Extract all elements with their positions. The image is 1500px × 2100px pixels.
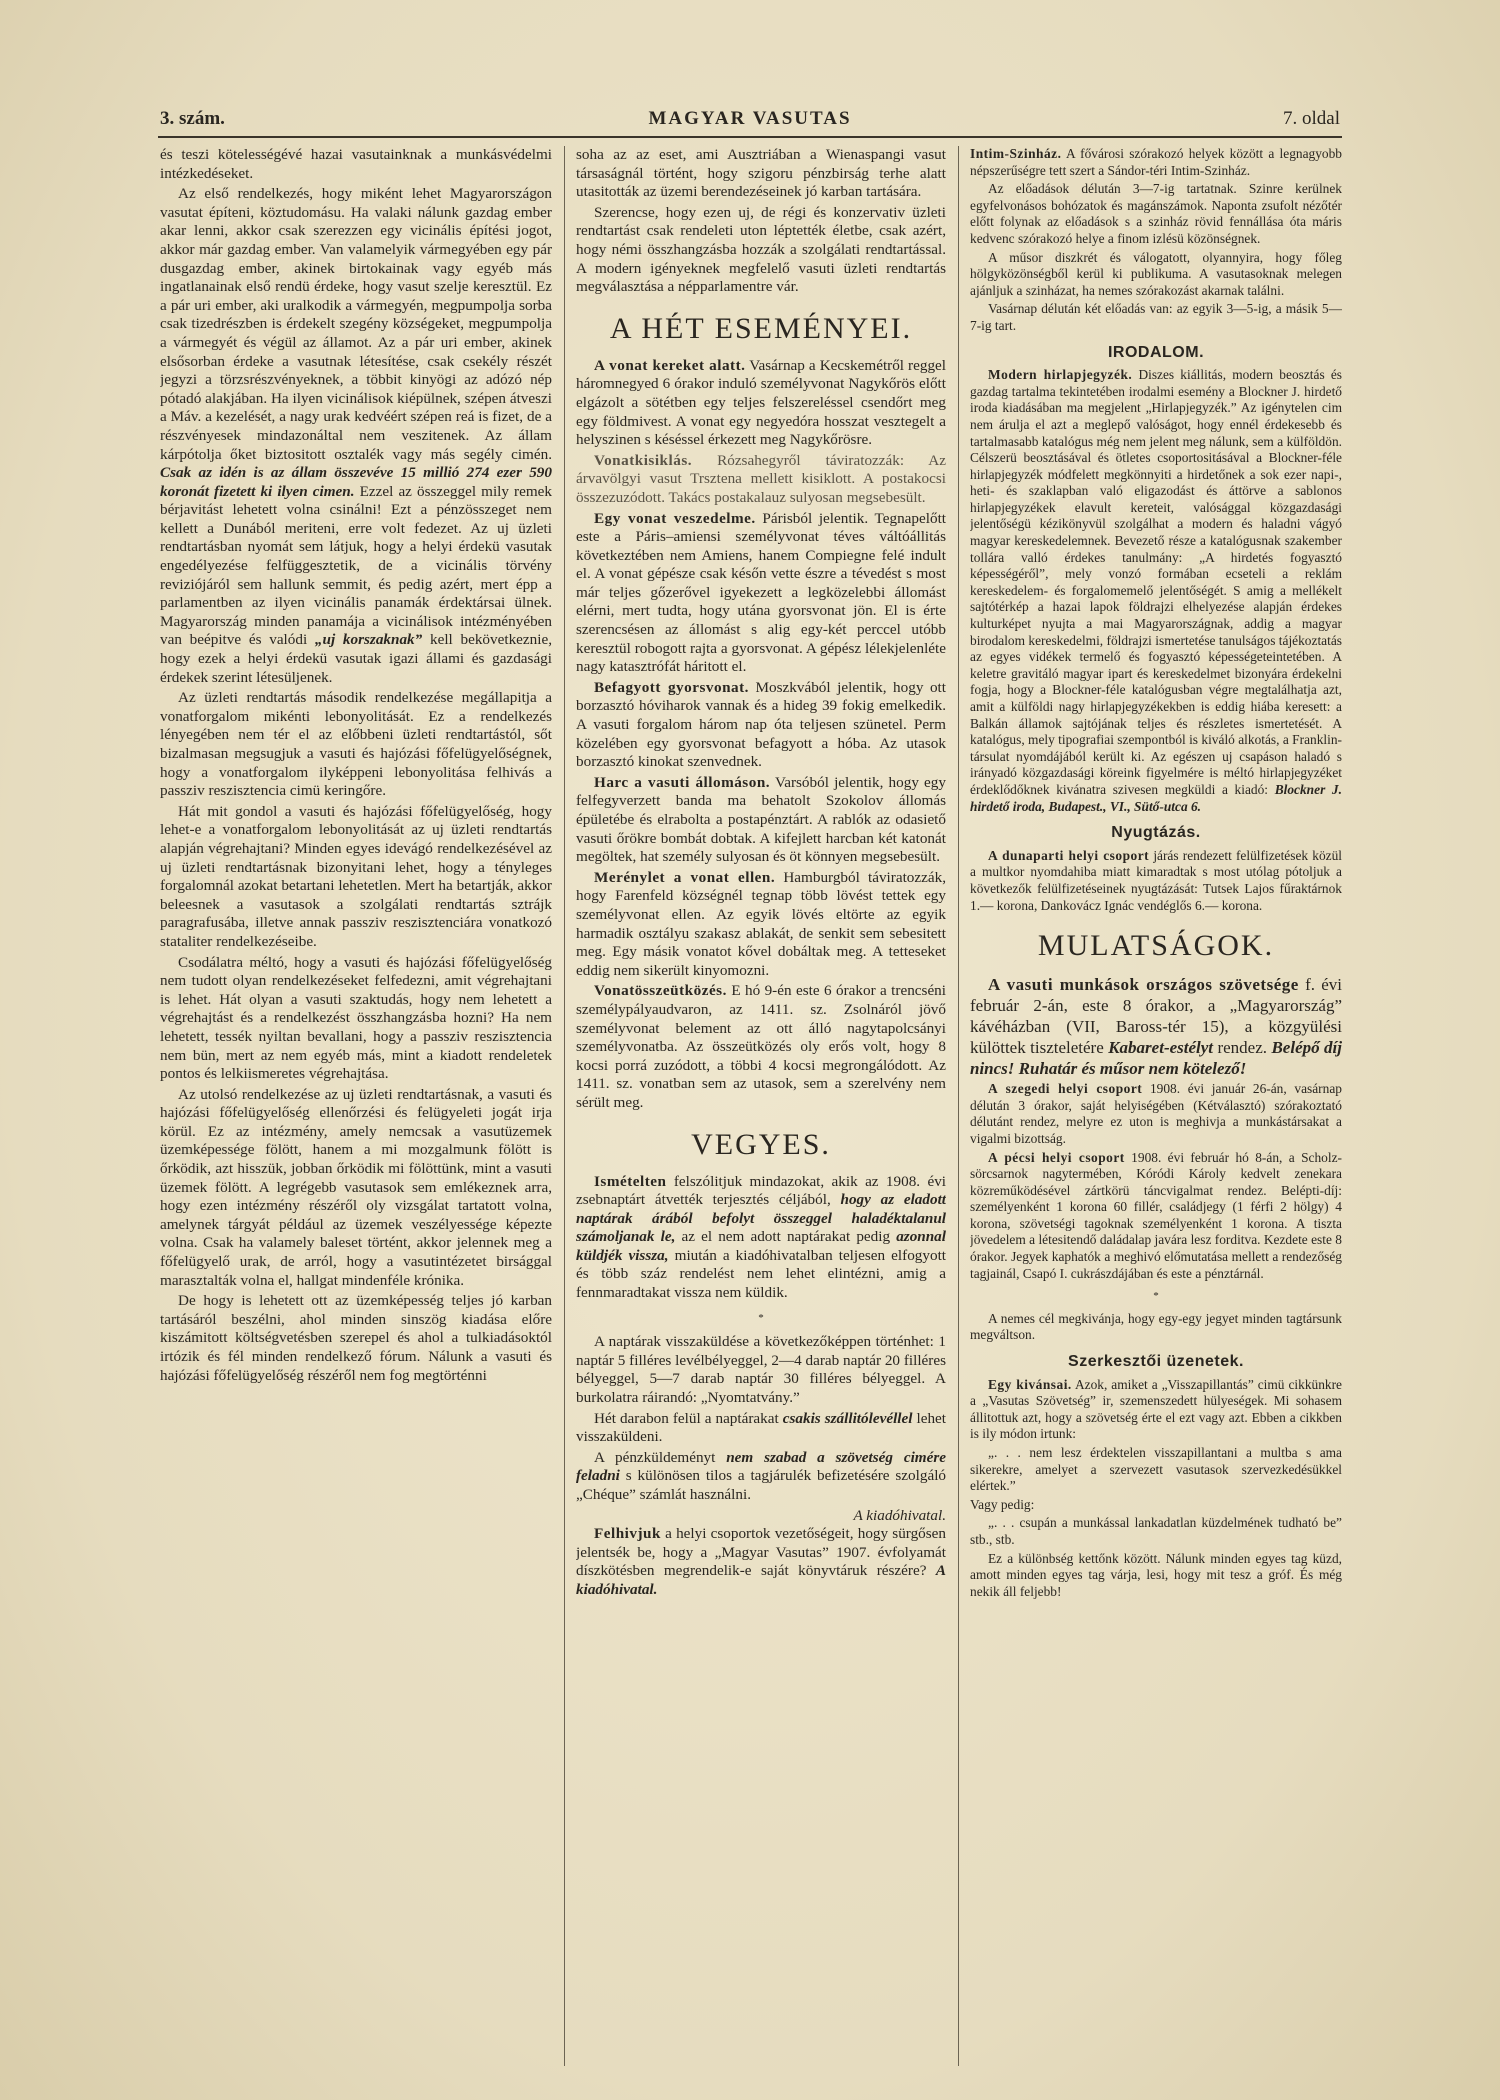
news-text: Moszkvából jelentik, hogy ott borzasztó hóviharok vannak és a hideg 39 fokig emelkedik. A vasuti forgalom három nap óta teljesen szünetel. Perm közelében egy gyorsvonat befagyott a hóba. Az utasok borzasztó kinokat szenvednek.: [576, 678, 946, 771]
paragraph-text: rendez.: [1217, 1038, 1268, 1058]
paragraph: Az üzleti rendtartás második rendelkezése megállapitja a vonatforgalom mikénti lebonyolitását. Ez a rendelkezés lényegében nem tér el az előbbeni üzleti rendtartástól, sőt bizalmasan megsugjuk a vasuti és hajózási főfelügyelőségnek, hogy a vonatforgalom ilyképpeni lebonyolitása felhivás a passziv reszisztencia cimü keringőre.: [160, 689, 552, 800]
news-text: Hamburgból táviratozzák, hogy Farenfeld községnél tegnap több lövést tettek egy személyvonat ellen. Az egyik lövés eltörte az egyik harmadik osztályu szakasz ablakát, de senkit sem sebesitett meg. Egy másik vonatot kővel dobáltak meg. A tetteseket eddig nem sikerült kinyomozni.: [576, 868, 946, 979]
paragraph: [970, 1377, 1342, 1443]
news-lead: A vonat kereket alatt.: [594, 356, 746, 374]
newspaper-title: MAGYAR VASUTAS: [648, 108, 852, 129]
paragraph-text: f. évi február 2-án, este 8 órakor, a „Magyarország” kávéházban (VII, Baross-tér 15), a közgyülési külöttek tiszteletére: [970, 975, 1342, 1058]
quote: „. . . nem lesz érdektelen visszapillantani a multba s ama sikerekre, amelyet a szervezett vasutasok szervezkedésükkel elértek.”: [970, 1445, 1342, 1494]
column-1: [160, 146, 552, 2066]
paragraph-lead: Modern hirlapjegyzék.: [988, 367, 1133, 383]
paragraph: A nemes cél megkivánja, hogy egy-egy jegyet minden tagtársunk megváltson.: [970, 1310, 1342, 1343]
news-lead: Egy vonat veszedelme.: [594, 509, 756, 527]
separator-star: *: [1153, 1290, 1159, 1303]
news-text: E hó 9-én este 6 órakor a trencséni személypályaudvaron, az 1411. sz. Zsolnáról jövő személyvonat belement az ott álló nagytapolcsányi személyvonatba. Az összeütközés oly erős volt, hogy 8 kocsi porrá zuzódott, a többi 4 kocsi megrongálódott. Az 1411. sz. vonatban sem az utasok, sem a szerelvény nem sérült meg.: [576, 982, 946, 1111]
signature: A kiadóhivatal.: [853, 1506, 946, 1524]
notice-text: a helyi csoportok vezetőségeit, hogy sürgősen jelentsék be, hogy a „Magyar Vasutas” 1907. évfolyamát díszkötésben megrendelik-e saját könyvtáruk részére?: [576, 1525, 946, 1580]
notice-text: A pénzküldeményt: [594, 1448, 716, 1466]
signature: A kiadóhivatal.: [576, 1562, 946, 1598]
emphasis-text: Kabaret-estélyt: [1108, 1038, 1214, 1058]
paragraph: A műsor diszkrét és válogatott, olyannyira, hogy főleg hölgyközönségből kerül ki publikuma. A vasutasoknak melegen ajánljuk a szinházat, ha nemes szórakozást akarnak találni.: [970, 249, 1342, 298]
paragraph: és teszi kötelességévé hazai vasutainknak a munkásvédelmi intézkedéseket.: [160, 146, 552, 182]
paragraph: [970, 1081, 1342, 1147]
header-rule: [158, 136, 1342, 138]
news-text: Rózsahegyről táviratozzák: Az árvavölgyi vasut Trsztena mellett kisiklott. A postakocsi összezuzódott. Takács postakalauz sulyosan megsebesült.: [576, 451, 946, 506]
issue-number: 3. szám.: [160, 108, 225, 129]
paragraph: [970, 848, 1342, 914]
emphasis-text: Belépő díj nincs! Ruhatár és műsor nem kötelező!: [970, 1038, 1342, 1079]
notice-lead: Felhivjuk: [594, 1525, 661, 1543]
paragraph: Hát mit gondol a vasuti és hajózási főfelügyelőség, hogy lehet-e a vonatforgalom lebonyolitását az uj üzleti rendtartás alapján végrehajtani? Minden egyes idevágó rendelkezésével az uj üzleti rendtartásnak bizonyitani lehet, hogy a tényleges forgalomnál azokat betartani lehetetlen. Mert ha betartják, akkor beleesnek a vasutasok a szolgálati rendtartás sztrájk paragrafusába, illetve annak passziv reszisztenciára vonatkozó stataliter rendelkezéseibe.: [160, 802, 552, 950]
paragraph-text: 1908. évi február hó 8-án, a Scholz-sörcsarnok nagytermében, Kóródi Károly kedvelt zenekara közreműködésével zártkörü táncvigalmat rendez. Belépti-díj: személyenként 1 korona 60 fillér, családjegy (1 férfi 2 hölgy) 4 korona, szövetségi tagoknak személyenként 1 korona. A tiszta jövedelem a létesitendő daládalap javára lesz forditva. Kezdete este 8 órakor. Jegyek kaphatók a meghivó előmutatása mellett a rendezőség tagjainál, Csapó I. cukrászdájában és este a pénztárnál.: [970, 1149, 1342, 1281]
news-lead: Vonatösszeütközés.: [594, 982, 727, 1000]
paragraph: Szerencse, hogy ezen uj, de régi és konzervativ üzleti rendtartást csak rendeleti uton léptették életbe, csak azért, hogy némi összhangzásba hozzák a szolgálati rendtartással. A modern igényeknek megfelelő vasuti üzleti rendtartás megválasztása a népparlamentre vár.: [576, 203, 946, 296]
news-item: [576, 679, 946, 772]
paragraph-text: kell bekövetkeznie, hogy ezek a helyi érdekü vasutak igazi állami és gazdasági érdekek szerint létesüljenek.: [160, 631, 552, 686]
paragraph-lead: A vasuti munkások országos szövetsége: [988, 975, 1299, 995]
emphasis-text: hogy az eladott naptárak árából befolyt összeggel haladéktalanul számoljanak le,: [576, 1191, 946, 1246]
notice: [576, 1410, 946, 1447]
paragraph: [970, 974, 1342, 1079]
column-divider: [958, 146, 959, 2066]
news-item: [576, 774, 946, 867]
notice-text: az el nem adott naptárakat pedig: [681, 1228, 891, 1246]
quote: „. . . csupán a munkással lankadatlan küzdelmének tudható be” stb., stb.: [970, 1515, 1342, 1547]
notice-text: lehet visszaküldeni.: [576, 1409, 946, 1446]
notice: [576, 1525, 946, 1599]
paragraph: De hogy is lehetett ott az üzemképesség teljes jó karban tartásáról beszélni, ahol minden sinszög kiadása előre kiszámitott költségvetésben szerepel és ahol a tulkiadásoktól irtózik és fél minden rendelkező fórum. Nálunk a vasuti és hajózási főfelügyelőség részéről nem fog megtörténni: [160, 1292, 552, 1384]
paragraph: Az utolsó rendelkezése az uj üzleti rendtartásnak, a vasuti és hajózási főfelügyelőség ellenőrzési és felügyeleti jogát irja körül. Ez az intézmény, amely nemcsak a vasutüzemek üzemképessége fölött, hanem a mi mozgalmunk fölött is őrködik, azt hisszük, jobban őrködik mi fölöttünk, mint a vasuti üzemek fölött. A legrégebb vasutasok sem emlékeznek arra, hogy ezen intézmény részéről oly vizsgálat tartatott volna, amelynek tárgyát például az üzemek veszélyessége képezte volna. Csak ha valamely baleset történt, akkor jelennek meg a főfelügyelő urak, de arról, hogy a vasutintézetet birsággal marasztalták volna el, hallgat mindenféle krónika.: [160, 1085, 552, 1289]
paragraph-text: 1908. évi január 26-án, vasárnap délután 3 órakor, saját helyiségében (Kétválasztó) szórakoztató délutánt rendez, melyre ez uton is meghivja a munkástársakat a vigalmi bizottság.: [970, 1081, 1342, 1146]
paragraph-text: járás rendezett felülfizetések közül a multkor nyomdahiba miatt kimaradtak s most utólag pótoljuk a következők felülfizetéseinek nyugtázását: Tutsek Lajos fűraktárnok 1.— korona, Dankovácz Ignác vendéglős 6.— korona.: [970, 847, 1342, 913]
news-text: Párisból jelentik. Tegnapelőtt este a Páris–amiensi személyvonat téves váltóállitás következtében nem Amiens, hanem Compiegne felé indult el. A vonat gépésze csak későn vette észre a tévedést s most már teljes gőzerővel igyekezett a legközelebbi állomást elérni, mert tudta, hogy utána gyorsvonat jön. El is érte szerencsésen az állomást s alig egy-két perccel utóbb keresztül robogott rajta a gyorsvonat. A gépész lélekjelenléte nagy katasztrófát háritott el.: [576, 509, 946, 676]
paragraph: Ez a különbség kettőnk között. Nálunk minden egyes tag küzd, amott minden egyes tag várja, lesi, hogy mit tesz a gróf. És még nekik áll feljebb!: [970, 1550, 1342, 1599]
section-title-receipts: Nyugtázás.: [1111, 824, 1201, 842]
news-lead: Befagyott gyorsvonat.: [594, 678, 749, 696]
separator-star: *: [758, 1311, 764, 1324]
notice: A naptárak visszaküldése a következőképpen történhet: 1 naptár 5 filléres levélbélyeggel, 2—4 darab naptár 20 filléres bélyeggel, 5—7 darab naptár 30 filléres bélyeggel. A burkolatra ráirandó: „Nyomtatvány.”: [576, 1333, 946, 1407]
section-title-festivities: MULATSÁGOK.: [1037, 929, 1275, 963]
paragraph-lead: Egy kivánsai.: [988, 1376, 1072, 1392]
section-title-misc: VEGYES.: [691, 1127, 831, 1161]
emphasis-text: Blockner J. hirdető iroda, Budapest., VI., Sütő-utca 6.: [970, 781, 1342, 814]
news-text: Varsóból jelentik, hogy egy felfegyverzett banda ma behatolt Szokolov állomás épületébe és elrabolta a postapénztárt. A rablók az odasiető vasuti őrökre bombát dobtak. A kifejlett harcban két katonát megöltek, hat személy sulyosan és öt könnyen megsebesült.: [576, 773, 946, 866]
paragraph-text: Azok, amiket a „Visszapillantás” cimü cikkünkre a „Vasutas Szövetség” ir, szemenszedett hülyeségek. Mi sohasem állitottuk azt, hogy a szövetség érte el ezt vagy azt. Ebben a cikkben is ily módon irtunk:: [970, 1376, 1342, 1442]
page-number: 7. oldal: [1283, 108, 1340, 129]
paragraph: Csodálatra méltó, hogy a vasuti és hajózási főfelügyelőség nem tudott olyan rendelkezéseket felfedezni, amit végrehajtani is lehet. Hát olyan a vasuti szaktudás, hogy nem lehetett a végrehajtást és a rendelkezést összhangzásba hozni? Ha nem lehetett, tessék nyiltan bevallani, hogy a passziv reszisztencia nem bün, mert az nem egyéb más, mint a kiadott rendeletek pontos és lelkiismeretes végrehajtása.: [160, 953, 552, 1083]
paragraph: [970, 367, 1342, 815]
news-text: Vasárnap a Kecskemétről reggel háromnegyed 6 órakor induló személyvonat Nagykőrös előtt elgázolt a sötétben egy teljes felszereléssel csendőrt meg egy földmivest. A vonat egy negyedóra hosszat vesztegelt a helyszinen s késéssel érkezett meg Nagykőrösre.: [576, 356, 946, 449]
paragraph: Vasárnap délután két előadás van: az egyik 3—5-ig, a másik 5—7-ig tart.: [970, 301, 1342, 333]
paragraph-text: Diszes kiállitás, modern beosztás és gazdag tartalma tekintetében irodalmi esemény a Blockner J. hirdető iroda kiadásában ma megjelent „Hirlapjegyzék.” Az igénytelen cim nem árulja el azt a meglepő valóságot, hogy ennél érdekesebb és tartalmasabb katalógus még nem jelent meg nálunk, sem a külföldön. Célszerü beosztásával és ötletes csoportositásával a Blockner-féle hirlapjegyzék módfelett megkönnyiti a hirdetőnek a sok ezer napi-, heti- és szaklapban való eligazodást és áttörve a sablonos hirlapjegyzékek elavult kereteit, valósággal közgazdasági jelentőségü kézikönyvül szolgálhat a modern és haladni vágyó magyar kereskedelemnek. Bevezető része a katalógusnak szakember tollára valló érdekes tanulmány: „A hirdetés fogyasztó képességéről”, mely vonzó formában ecseteli a reklám kereskedelem- és forgalomemelő jelentőségét. S amig a mellékelt sajtótérkép a hazai lapok földrajzi elhelyezése alapján érdekes kulturképet nyujta a mai Magyarországnak, addig a magyar birodalom kereskedelmi, földrajzi ismertetése tanulságos tájékoztatás az egyes vidékek termelő és fogyasztó képességeteintetében. A keletre gravitáló magyar ipart és kereskedelmet bizonyára érdekelni fogja, hogy a Blockner-féle katalógusban végre megtalálhatja azt, amit a külföldi nagy hirlapjegyzékekben is eddig hiába keresett: a Balkán államok sajtójának teljes és részletes ismertetését. A katalógus, mely tipografiai szempontból is kiváló alkotás, a Franklin-társulat nyomdájából került ki. Az egészen uj csapáson haladó s irányadó közgazdasági köreink figyelmére is méltó hirlapjegyzéket érdeklődőknek kivánatra szivesen megküldi a kiadó:: [970, 367, 1342, 797]
emphasis-text: nem szabad a szövetség cimére feladni: [576, 1448, 946, 1485]
paragraph: soha az az eset, ami Ausztriában a Wienaspangi vasut társaságnál történt, hogy szigoru pénzbirság terhe alatt utasitották az üzemi berendezéseinek jó karban tartására.: [576, 146, 946, 201]
news-item: [576, 510, 946, 677]
emphasis-text: csakis szállitólevéllel: [782, 1409, 913, 1427]
emphasis-text: Csak az idén is az állam összevéve 15 millió 274 ezer 590 koronát fizetett ki ilyen cimen.: [160, 464, 552, 500]
news-lead: Vonatkisiklás.: [594, 451, 693, 469]
emphasis-text: „uj korszaknak”: [314, 631, 423, 649]
column-3: [970, 146, 1342, 2066]
page-header: [160, 108, 1340, 138]
section-title-editor-messages: Szerkesztői üzenetek.: [1068, 1353, 1244, 1371]
notice-text: s különösen tilos a tagjárulék befizetésére szolgáló „Chéque” számlát használni.: [576, 1467, 946, 1503]
column-2: [576, 146, 946, 2066]
emphasis-text: azonnal küldjék vissza,: [576, 1228, 946, 1264]
paragraph: [970, 1150, 1342, 1283]
paragraph: Vagy pedig:: [970, 1496, 1035, 1512]
paragraph-text: Ezzel az összeggel mily remek bérjavitást lehetett volna csinálni! Ezt a pénzösszeget nem kellett a Dunából meriteni, erre volt fedezet. Az uj üzleti rendtartásban nyomát sem látjuk, hogy a helyi érdekü vasutak engedélyezése felfüggesztetik, de a vicinális törvény reviziójáról sem hallunk semmit, és pedig azért, mert épp a parlamentben az ilyen vicinális panamák érdektársai ülnek. Magyarország minden panamája a vicinálisok intézményében van beépitve és valódi: [160, 482, 552, 649]
section-title-literature: IRODALOM.: [1107, 343, 1205, 361]
paragraph-lead: A szegedi helyi csoport: [988, 1081, 1143, 1097]
paragraph: Az előadások délután 3—7-ig tartatnak. Szinre kerülnek egyfelvonásos bohózatok és magánszámok. Naponta zsufolt nézőtér előtt folynak az előadások s a szinház rövid fennállása óta máris kedvenc szórakozó helye a finom izlésü közönségnek.: [970, 181, 1342, 246]
paragraph-text: A fővárosi szórakozó helyek között a legnagyobb népszerűségre tett szert a Sándor-téri Intim-Szinház.: [970, 146, 1342, 178]
section-title-week: A HÉT ESEMÉNYEI.: [609, 311, 913, 345]
paragraph-lead: A pécsi helyi csoport: [988, 1149, 1125, 1165]
paragraph: [970, 146, 1342, 179]
paragraph: [160, 185, 552, 687]
notice-text: miután a kiadóhivatalban teljesen elfogyott és több száz rendelést nem lehet elintézni, amig a fennmaradtakat vissza nem küldik.: [576, 1246, 946, 1302]
paragraph-lead: A dunaparti helyi csoport: [988, 847, 1150, 863]
news-item: [576, 452, 946, 508]
notice-text: felszólitjuk mindazokat, akik az 1908. évi zsebnaptárt átvették terjesztés céljából,: [576, 1172, 946, 1209]
news-lead: Merénylet a vonat ellen.: [594, 868, 776, 886]
notice-text: Hét darabon felül a naptárakat: [594, 1409, 779, 1427]
paragraph-lead: Intim-Szinház.: [970, 146, 1062, 161]
news-item: [576, 357, 946, 450]
notice: [576, 1449, 946, 1505]
news-item: [576, 982, 946, 1112]
news-item: [576, 869, 946, 981]
notice-lead: Ismételten: [594, 1172, 667, 1190]
news-lead: Harc a vasuti állomáson.: [594, 773, 771, 791]
paragraph-text: Az első rendelkezés, hogy miként lehet Magyarországon vasutat építeni, köztudomásu. Ha valaki nálunk gazdag ember akar lenni, akkor csak szerezzen egy vicinális építési jogot, akkor már gazdag ember. Van valamelyik vármegyében egy pár dusgazdag ember, akinek birtokainak vagy egyéb más ingatlanainak első rendü érdeke, hogy vasut szelje keresztül. Ez a pár uri ember, aki uralkodik a vármegyén, megpumpolja sorba csak tizedrészben is érdekelt szegény községeket, megpumpolja a vármegyét és végül az államot. Az a pár uri ember, akinek elsősorban érdeke a vasutnak létesítése, csak csekély részét jegyzi a törzsrészvényeknek, a többit kinyögi az adózó nép pótadó alakjában. Ha ilyen vicinálisok kiépülnek, szépen átveszi a Máv. a kezelését, a nagy urak kedvéért szépen reá is fizet, de a részvényesek mindazonáltal nem veszitenek. Az állam kárpótolja őket biztositott osztalék vagy más segély cimén.: [160, 185, 552, 463]
column-divider: [564, 146, 565, 2066]
notice: [576, 1173, 946, 1303]
